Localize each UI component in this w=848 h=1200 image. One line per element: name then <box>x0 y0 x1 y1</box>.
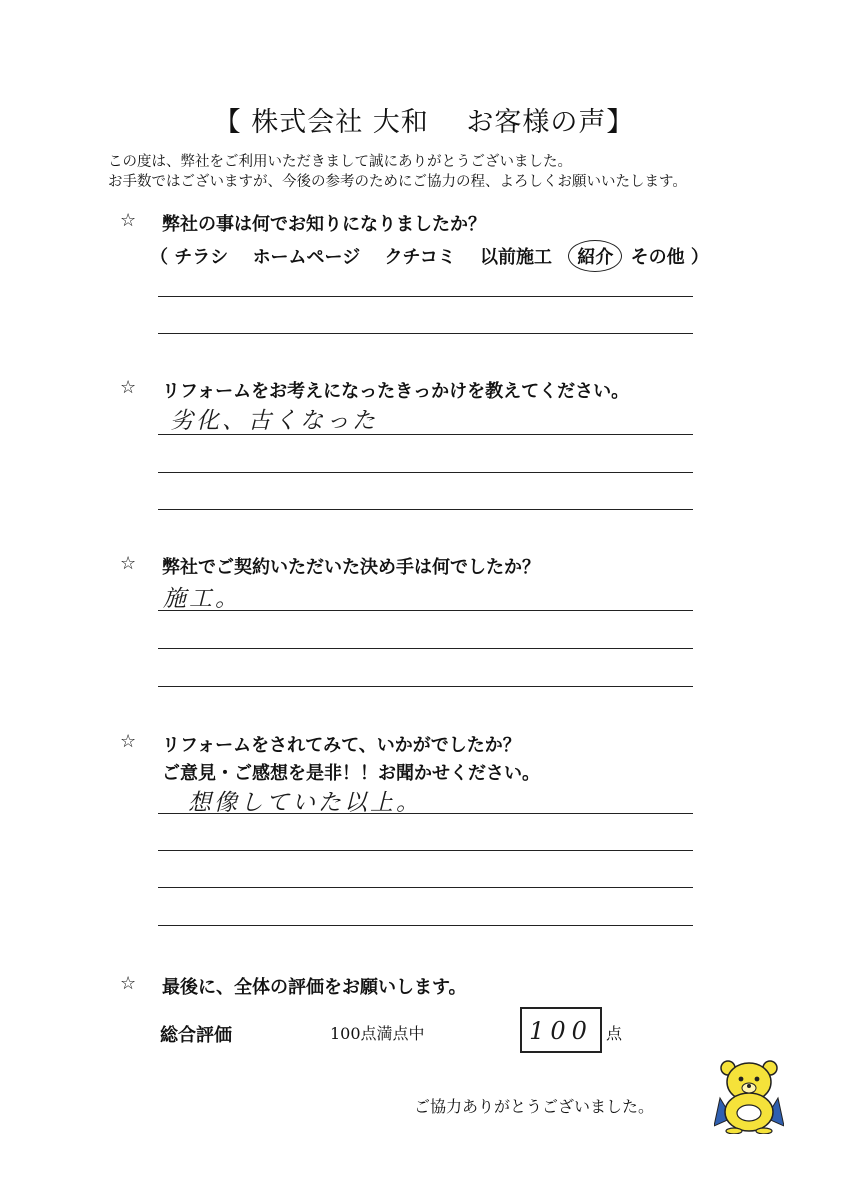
option-homepage: ホームページ <box>252 247 361 268</box>
question-5: 最後に、全体の評価をお願いします。 <box>162 977 467 998</box>
open-paren: （ <box>150 247 168 268</box>
answer-line <box>158 333 693 334</box>
answer-line <box>158 925 693 926</box>
star-icon: ☆ <box>120 210 137 231</box>
answer-line <box>158 434 693 435</box>
option-flyer: チラシ <box>174 247 229 268</box>
answer-line <box>158 850 693 851</box>
question-4-line-1: リフォームをされてみて、いかがでしたか？ <box>162 735 521 756</box>
star-icon: ☆ <box>120 731 137 752</box>
handwritten-answer-4: 想像していた以上。 <box>188 790 422 816</box>
answer-line <box>158 296 693 297</box>
answer-line <box>158 813 693 814</box>
question-3: 弊社でご契約いただいた決め手は何でしたか？ <box>162 557 540 578</box>
option-word-of-mouth: クチコミ <box>384 247 456 268</box>
score-box <box>520 1007 602 1053</box>
star-icon: ☆ <box>120 377 137 398</box>
handwritten-answer-2: 劣化、古くなった <box>170 408 378 434</box>
star-icon: ☆ <box>120 973 137 994</box>
answer-line <box>158 648 693 649</box>
answer-line <box>158 509 693 510</box>
question-1: 弊社の事は何でお知りになりましたか？ <box>162 214 486 235</box>
question-2: リフォームをお考えになったきっかけを教えてください。 <box>162 381 630 402</box>
option-other: その他 <box>630 247 685 268</box>
star-icon: ☆ <box>120 553 137 574</box>
question-4-line-2: ご意見・ご感想を是非！！お聞かせください。 <box>162 763 540 784</box>
option-previous-work: 以前施工 <box>480 247 553 268</box>
close-paren: ） <box>690 247 709 268</box>
option-referral-selected: 紹介 <box>568 240 622 272</box>
points-unit: 点 <box>606 1024 623 1043</box>
handwritten-score: 100 <box>529 1017 593 1045</box>
handwritten-answer-3: 施工。 <box>163 586 241 612</box>
scale-label: 100点満点中 <box>330 1024 425 1043</box>
answer-line <box>158 610 693 611</box>
answer-line <box>158 472 693 473</box>
answer-line <box>158 686 693 687</box>
thanks-text: ご協力ありがとうございました。 <box>414 1097 655 1116</box>
answer-line <box>158 887 693 888</box>
bear-mascot-icon <box>714 1058 784 1134</box>
page-title: 【 株式会社 大和 お客様の声】 <box>213 107 635 138</box>
intro-line-2: お手数ではございますが、今後の参考のためにご協力の程、よろしくお願いいたします。 <box>108 174 687 190</box>
source-options <box>150 240 709 272</box>
intro-line-1: この度は、弊社をご利用いただきまして誠にありがとうございました。 <box>108 154 572 170</box>
overall-rating-label: 総合評価 <box>160 1025 232 1046</box>
